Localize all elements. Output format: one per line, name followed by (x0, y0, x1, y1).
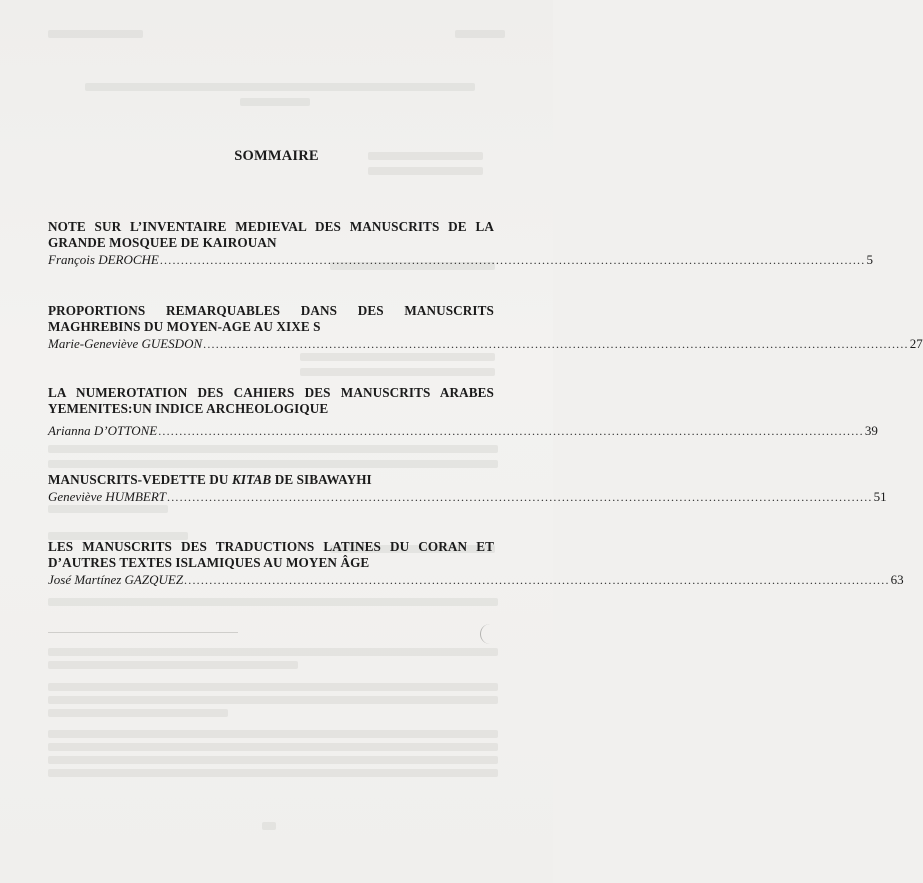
page-title: SOMMAIRE (234, 148, 319, 164)
toc-entry-author: Arianna D’OTTONE (48, 423, 158, 438)
toc-entry-page-number: 63 (890, 572, 904, 587)
toc-entry-author-line (48, 489, 887, 505)
toc-entry[interactable] (48, 303, 923, 352)
toc-entry-author-line (48, 572, 904, 588)
toc-entry-author: Geneviève HUMBERT (48, 489, 167, 504)
toc-entry-author-line (48, 423, 878, 439)
toc-entry-title-part2: DE SIBAWAYHI (274, 472, 372, 487)
toc-entry[interactable] (48, 539, 904, 588)
toc-entry-title: LA NUMEROTATION DES CAHIERS DES MANUSCRITS ARABES YEMENITES:UN INDICE ARCHEOLOGIQUE (48, 385, 494, 416)
leader-dots: ........................................................................................................................................................................ (159, 253, 866, 267)
toc-entry-title-part1: MANUSCRITS-VEDETTE DU (48, 472, 229, 487)
toc-entry-author-line (48, 252, 873, 268)
toc-entry-page-number: 27 (909, 336, 923, 351)
toc-entry-page-number: 51 (873, 489, 887, 504)
toc-entry-author-line (48, 336, 923, 352)
toc-entry-author: François DEROCHE (48, 252, 159, 267)
toc-entry-author: José Martínez GAZQUEZ (48, 572, 184, 587)
leader-dots: ........................................................................................................................................................................ (167, 490, 873, 504)
toc-entry-author: Marie-Geneviève GUESDON (48, 336, 203, 351)
toc-entry-title-italic: KITAB (231, 472, 272, 487)
toc-entry[interactable] (48, 385, 878, 439)
toc-entry-page-number: 39 (864, 423, 878, 438)
toc-entry-title: NOTE SUR L’INVENTAIRE MEDIEVAL DES MANUSCRITS DE LA GRANDE MOSQUEE DE KAIROUAN (48, 219, 494, 250)
leader-dots: ........................................................................................................................................................................ (203, 337, 909, 351)
leader-dots: ........................................................................................................................................................................ (158, 424, 864, 438)
toc-entry-title: PROPORTIONS REMARQUABLES DANS DES MANUSCRITS MAGHREBINS DU MOYEN-AGE AU XIXE S (48, 303, 494, 334)
toc-entry-title: LES MANUSCRITS DES TRADUCTIONS LATINES DU CORAN ET D’AUTRES TEXTES ISLAMIQUES AU MOYEN ÂGE (48, 539, 494, 570)
toc-entry[interactable] (48, 472, 887, 505)
leader-dots: ........................................................................................................................................................................ (184, 573, 890, 587)
toc-entry-page-number: 5 (866, 252, 873, 267)
toc-entry-title (48, 472, 494, 488)
footnote-divider (48, 632, 238, 633)
toc-entry[interactable] (48, 219, 873, 268)
